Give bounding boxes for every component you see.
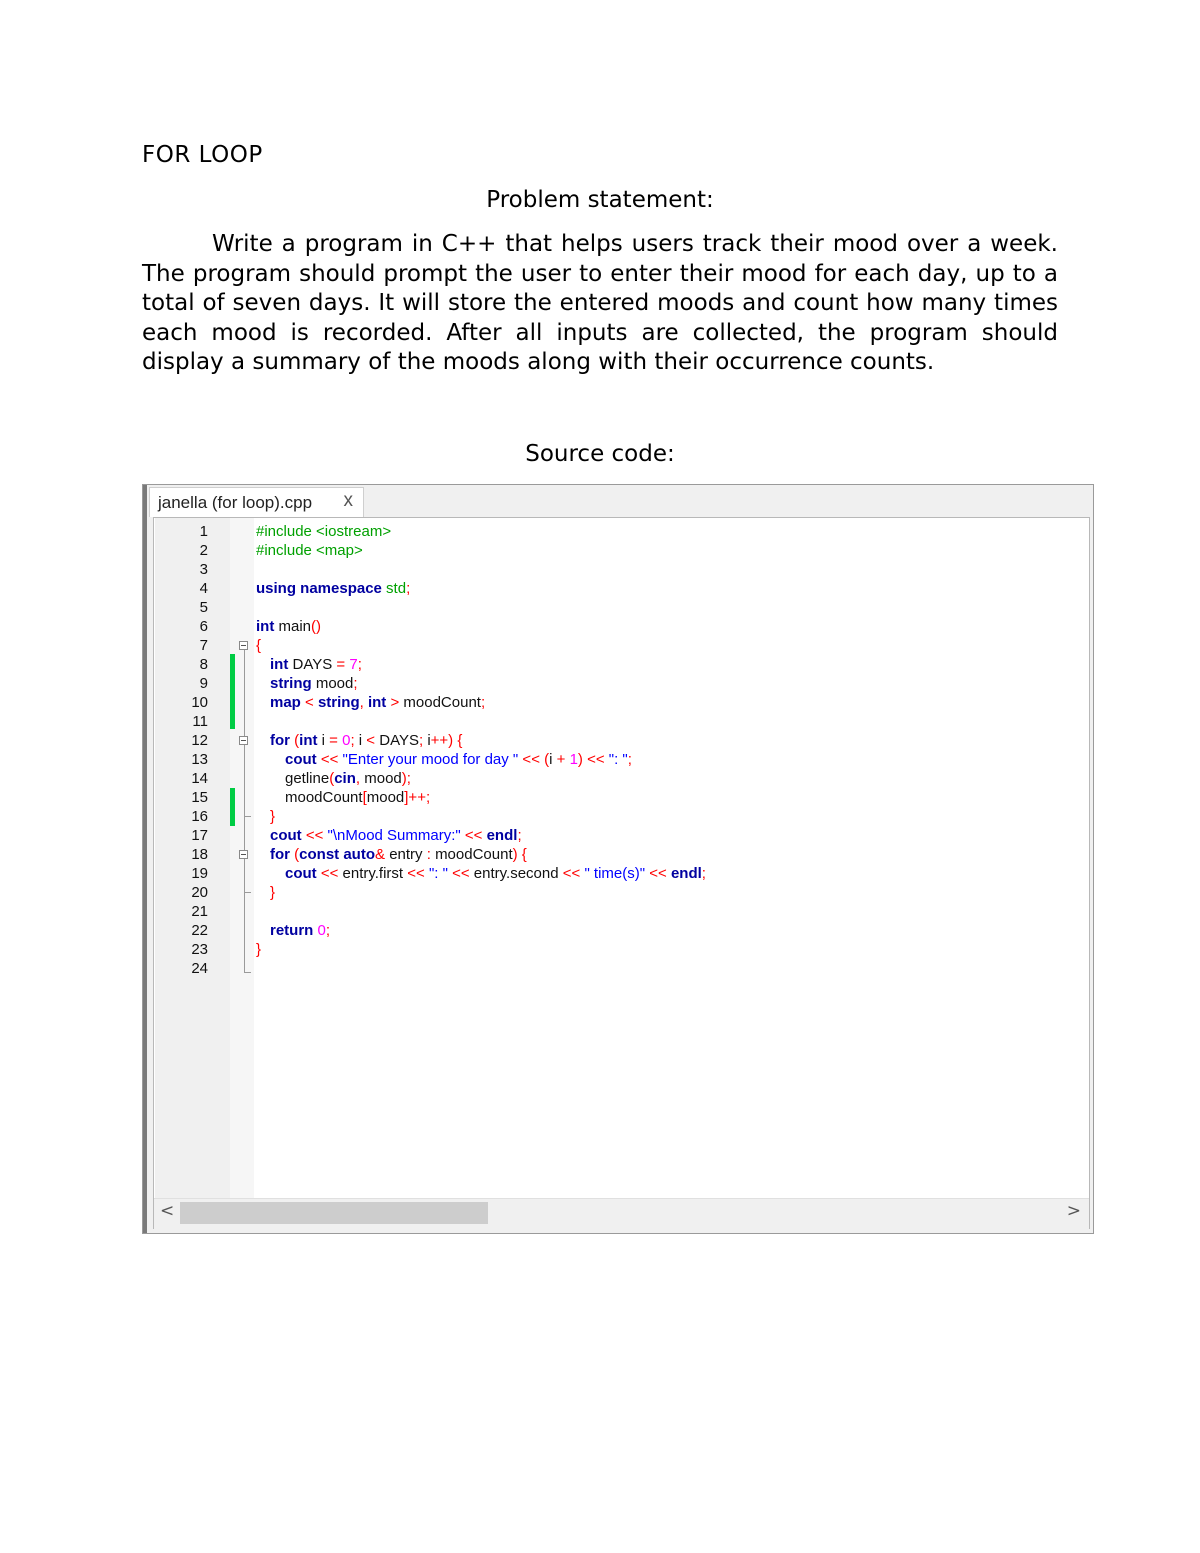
code-identifier: mood [364,770,402,787]
line-number: 19 [191,865,208,882]
code-operator: ; [350,732,359,749]
code-string: ": " [428,865,448,882]
code-identifier: i [317,732,330,749]
problem-title: Problem statement: [486,187,714,213]
code-line [270,731,462,750]
line-number: 15 [191,789,208,806]
code-operator: << [316,865,343,882]
code-line: } [270,884,276,901]
code-operator: ; [480,694,486,711]
code-line: } [270,808,276,825]
line-number: 16 [191,808,208,825]
line-number: 2 [199,542,208,559]
code-number: 0 [342,732,351,749]
line-number: 13 [191,751,208,768]
line-number: 7 [199,637,208,654]
code-operator: ; [517,827,522,844]
code-operator: ) << [577,751,609,768]
code-line [270,826,522,845]
line-number-gutter [155,518,230,1198]
code-operator: << [301,827,328,844]
code-operator: ; [701,865,706,882]
line-number: 14 [191,770,208,787]
code-keyword: cin [334,770,356,787]
line-number: 23 [191,941,208,958]
code-line [285,864,706,883]
code-operator: << [645,865,671,882]
code-identifier: moodCount [403,694,481,711]
code-keyword: int [367,694,387,711]
code-identifier: std [381,580,407,597]
code-line [285,788,430,807]
code-operator: ) { [512,846,527,863]
line-number: 21 [191,903,208,920]
line-number: 9 [199,675,208,692]
code-identifier: getline [285,770,330,787]
line-number: 6 [199,618,208,635]
code-keyword: map [270,694,301,711]
code-operator: > [386,694,404,711]
code-keyword: int [270,656,289,673]
line-number: 24 [191,960,208,977]
code-identifier: i [549,751,557,768]
code-operator: & [375,846,390,863]
code-operator: << [562,865,585,882]
code-operator: << [447,865,474,882]
code-number: 0 [313,922,326,939]
code-keyword: endl [486,827,518,844]
code-operator: ); [401,770,411,787]
code-operator: ; [325,922,331,939]
horizontal-scrollbar[interactable] [154,1198,1089,1229]
code-keyword: string [317,694,360,711]
code-number: 1 [569,751,578,768]
code-identifier: i [358,732,367,749]
code-keyword: cout [270,827,302,844]
fold-toggle-icon[interactable] [239,736,248,745]
code-operator: () [311,618,322,635]
code-identifier: entry.second [473,865,563,882]
code-identifier: DAYS [379,732,419,749]
code-line [256,579,410,598]
code-operator: < [366,732,380,749]
code-operator: = [336,656,350,673]
line-number: 22 [191,922,208,939]
code-line [270,845,527,864]
code-keyword: using namespace [256,580,382,597]
code-keyword: endl [670,865,702,882]
code-operator: ; [406,580,411,597]
code-line [270,655,362,674]
line-number: 5 [199,599,208,616]
code-keyword: const auto [299,846,376,863]
code-line [256,617,321,636]
code-keyword: for [270,846,290,863]
fold-toggle-icon[interactable] [239,641,248,650]
changed-lines-marker [230,788,235,826]
code-line [285,769,411,788]
line-number: 12 [191,732,208,749]
code-operator: << [316,751,343,768]
code-operator: ( [290,732,300,749]
code-operator: [ [362,789,367,806]
scroll-left-icon[interactable]: < [160,1201,175,1221]
code-identifier: moodCount [285,789,363,806]
code-operator: , [359,694,368,711]
code-operator: , [355,770,365,787]
code-operator: ; [353,675,358,692]
code-line [270,921,330,940]
code-line: #include <iostream> [256,523,392,540]
code-identifier: i [427,732,431,749]
code-string: "Enter your mood for day " [342,751,519,768]
code-identifier: entry [389,846,427,863]
code-line: #include <map> [256,542,363,559]
code-string: " time(s)" [584,865,646,882]
fold-end [244,892,251,893]
code-keyword: return [270,922,314,939]
code-identifier: DAYS [288,656,337,673]
document-heading: FOR LOOP [142,142,263,168]
line-number: 10 [191,694,208,711]
code-operator: ( [290,846,300,863]
code-operator: << ( [518,751,550,768]
code-keyword: int [256,618,275,635]
code-keyword: for [270,732,290,749]
code-operator: ; [627,751,632,768]
code-operator: << [407,865,429,882]
line-number: 8 [199,656,208,673]
code-operator: = [329,732,343,749]
line-number: 3 [199,561,208,578]
code-operator: : [426,846,436,863]
code-line [270,693,485,712]
fold-toggle-icon[interactable] [239,850,248,859]
code-operator: << [460,827,487,844]
code-editor-screenshot [142,484,1094,1234]
line-number: 20 [191,884,208,901]
scrollbar-thumb[interactable] [180,1202,488,1224]
code-number: 7 [349,656,358,673]
changed-lines-marker [230,654,235,729]
file-tab[interactable] [149,487,364,517]
code-operator: < [300,694,318,711]
scroll-right-icon[interactable]: > [1066,1201,1081,1221]
line-number: 4 [199,580,208,597]
code-operator: ( [329,770,335,787]
code-string: "\nMood Summary:" [327,827,461,844]
code-operator: ; [418,732,428,749]
code-line [285,750,632,769]
line-number: 17 [191,827,208,844]
code-identifier: mood [311,675,354,692]
code-line: } [256,941,262,958]
code-identifier: mood [366,789,405,806]
line-number: 11 [192,713,208,730]
code-line: { [256,637,262,654]
code-operator: ++) { [430,732,463,749]
code-keyword: string [270,675,312,692]
file-tab-label: janella (for loop).cpp [158,493,313,512]
code-identifier: entry.first [342,865,408,882]
source-title: Source code: [525,441,675,467]
fold-end [244,972,251,973]
code-keyword: cout [285,865,317,882]
code-operator: + [556,751,570,768]
line-number: 1 [199,523,208,540]
line-number: 18 [191,846,208,863]
code-operator: ; [357,656,362,673]
close-icon[interactable]: x [343,490,353,511]
code-line [270,674,358,693]
problem-text: Write a program in C++ that helps users track their mood over a week. The program should prompt the user to enter their mood for each day, up to a total of seven days. It will store the entered moods and count how many times each mood is recorded. After all inputs are collected, the program should display a summary of the moods along with their occurrence counts. [142,231,1058,376]
fold-end [244,816,251,817]
code-keyword: cout [285,751,317,768]
code-identifier: main [274,618,312,635]
editor-body[interactable] [153,517,1090,1229]
code-keyword: int [299,732,318,749]
code-operator: ]++; [404,789,431,806]
editor-left-border [143,485,147,1233]
code-identifier: moodCount [435,846,513,863]
fold-guide [244,650,245,972]
code-string: ": " [608,751,628,768]
